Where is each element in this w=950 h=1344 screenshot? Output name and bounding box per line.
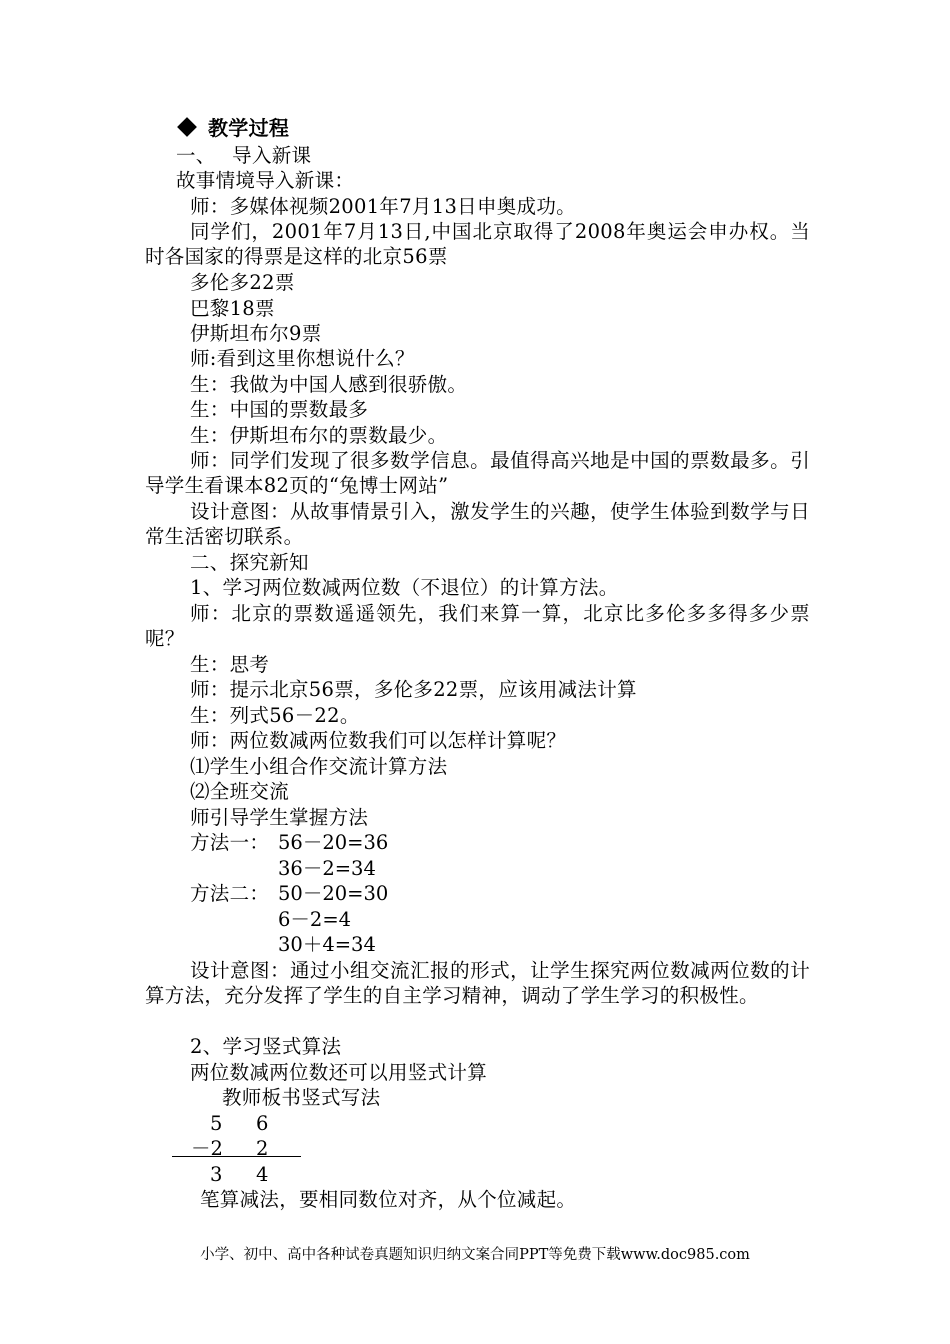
vote-line: 伊斯坦布尔9票 [190,322,322,345]
vote-line: 多伦多22票 [190,271,295,294]
paragraph-line: 师：多媒体视频2001年7月13日申奥成功。 [190,195,576,218]
digit: －2 [191,1137,223,1160]
digit: 5 [210,1112,223,1135]
paragraph-line: 两位数减两位数还可以用竖式计算 [190,1061,488,1084]
subsection-title: 1、学习两位数减两位数（不退位）的计算方法。 [190,576,619,599]
design-intent: 设计意图：通过小组交流汇报的形式，让学生探究两位数减两位数的计算方法，充分发挥了学生的自主学习精神，调动了学生学习的积极性。 [145,959,810,1008]
section-heading: 教学过程 [176,116,841,141]
subsection-title: 2、学习竖式算法 [190,1035,342,1058]
dialogue-line: 生：伊斯坦布尔的票数最少。 [190,424,448,447]
method1-step: 36－2=34 [278,857,376,880]
paragraph: 师：北京的票数遥遥领先，我们来算一算，北京比多伦多多得多少票呢？ [145,602,810,651]
dialogue-line: 生：思考 [190,653,270,676]
dialogue-line: 师：两位数减两位数我们可以怎样计算呢？ [190,729,567,752]
dialogue-line: 师:看到这里你想说什么？ [190,347,415,370]
vote-line: 巴黎18票 [190,297,275,320]
sum-line [172,1156,301,1157]
digit: 4 [256,1163,269,1186]
method1-label: 方法一： [190,831,270,854]
intro-line: 故事情境导入新课： [176,169,355,192]
method2-step: 30＋4=34 [278,933,376,956]
dialogue-line: 师：提示北京56票，多伦多22票，应该用减法计算 [190,678,637,701]
digit: 2 [256,1137,269,1160]
paragraph: 同学们，2001年7月13日,中国北京取得了2008年奥运会申办权。当时各国家的得票是这样的北京56票 [145,220,810,269]
board-line: 教师板书竖式写法 [222,1086,381,1109]
dialogue-line: 生：中国的票数最多 [190,398,369,421]
method2-step: 6－2=4 [278,908,352,931]
digit: 3 [210,1163,223,1186]
section2-title: 二、探究新知 [190,551,309,574]
paragraph: 师：同学们发现了很多数学信息。最值得高兴地是中国的票数最多。引导学生看课本82页的“兔博士网站” [145,449,810,498]
method2-label: 方法二： [190,882,270,905]
step-line: ⑴学生小组合作交流计算方法 [190,755,448,778]
dialogue-line: 生：列式56－22。 [190,704,360,727]
step-line: ⑵全班交流 [190,780,290,803]
summary-line: 笔算减法，要相同数位对齐，从个位减起。 [200,1188,577,1211]
step-line: 师引导学生掌握方法 [190,806,369,829]
digit: 6 [256,1112,269,1135]
design-intent: 设计意图：从故事情景引入，激发学生的兴趣，使学生体验到数学与日常生活密切联系。 [145,500,810,549]
page-footer: 小学、初中、高中各种试卷真题知识归纳文案合同PPT等免费下载www.doc985.com [200,1247,750,1263]
section1-title: 一、 导入新课 [176,144,312,167]
dialogue-line: 生：我做为中国人感到很骄傲。 [190,373,468,396]
method2-step: 50－20=30 [278,882,389,905]
diamond-bullet-icon [177,117,197,137]
method1-step: 56－20=36 [278,831,389,854]
